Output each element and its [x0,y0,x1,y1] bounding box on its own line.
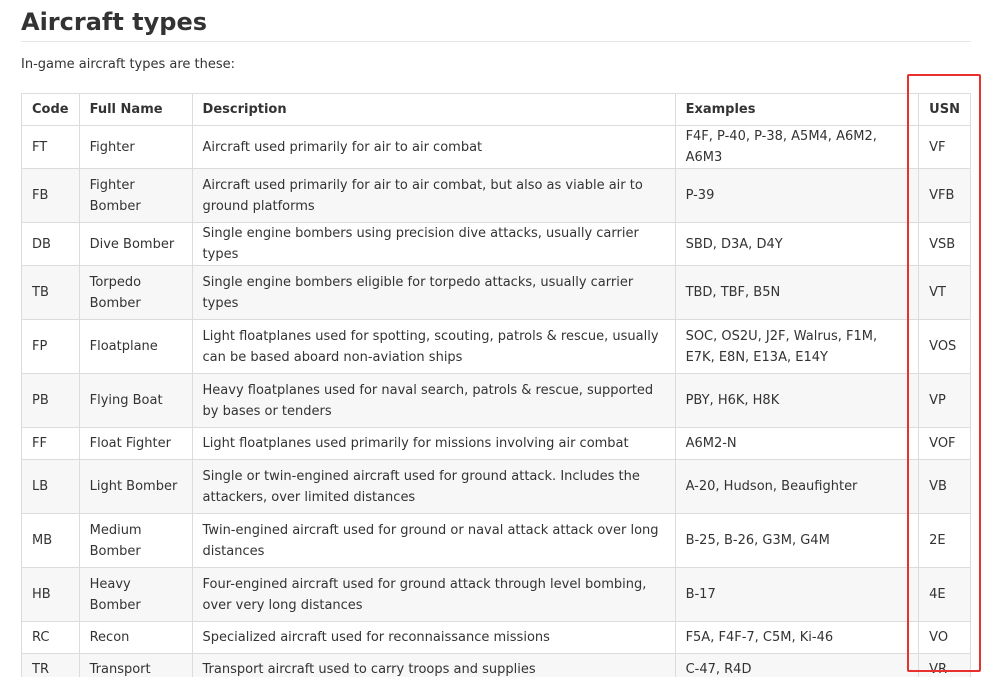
title-divider [21,41,971,42]
cell-examples: A-20, Hudson, Beaufighter [675,460,919,514]
header-description: Description [192,94,675,126]
cell-full-name: Flying Boat [79,374,192,428]
cell-full-name: Fighter [79,126,192,169]
cell-full-name: Light Bomber [79,460,192,514]
cell-usn: VO [919,622,971,654]
cell-examples: SBD, D3A, D4Y [675,223,919,266]
aircraft-types-table [21,93,971,677]
cell-full-name: Transport [79,654,192,677]
cell-code: PB [22,374,80,428]
cell-examples: C-47, R4D [675,654,919,677]
cell-usn: VT [919,266,971,320]
cell-description: Heavy floatplanes used for naval search, patrols & rescue, supported by bases or tenders [192,374,675,428]
table-row [22,460,971,514]
cell-full-name: Dive Bomber [79,223,192,266]
intro-text: In-game aircraft types are these: [21,57,236,72]
table-row [22,169,971,223]
cell-code: TB [22,266,80,320]
table-row [22,266,971,320]
cell-full-name: Floatplane [79,320,192,374]
cell-code: FB [22,169,80,223]
cell-examples: P-39 [675,169,919,223]
cell-description: Light floatplanes used primarily for missions involving air combat [192,428,675,460]
table-row [22,223,971,266]
cell-usn: 4E [919,568,971,622]
cell-description: Single or twin-engined aircraft used for ground attack. Includes the attackers, over limited distances [192,460,675,514]
table-header-row [22,94,971,126]
table-row [22,622,971,654]
cell-full-name: Float Fighter [79,428,192,460]
cell-description: Four-engined aircraft used for ground attack through level bombing, over very long distances [192,568,675,622]
cell-full-name: Recon [79,622,192,654]
cell-code: FT [22,126,80,169]
cell-usn: VP [919,374,971,428]
cell-full-name: Medium Bomber [79,514,192,568]
cell-examples: PBY, H6K, H8K [675,374,919,428]
cell-description: Light floatplanes used for spotting, scouting, patrols & rescue, usually can be based aboard non-aviation ships [192,320,675,374]
cell-code: DB [22,223,80,266]
cell-examples: B-25, B-26, G3M, G4M [675,514,919,568]
page-title: Aircraft types [21,8,208,36]
cell-description: Single engine bombers eligible for torpedo attacks, usually carrier types [192,266,675,320]
cell-usn: VB [919,460,971,514]
cell-code: LB [22,460,80,514]
cell-description: Aircraft used primarily for air to air combat [192,126,675,169]
table-row [22,374,971,428]
cell-code: FF [22,428,80,460]
header-examples: Examples [675,94,919,126]
header-full-name: Full Name [79,94,192,126]
cell-full-name: Heavy Bomber [79,568,192,622]
cell-code: FP [22,320,80,374]
cell-description: Aircraft used primarily for air to air combat, but also as viable air to ground platforms [192,169,675,223]
cell-examples: F5A, F4F-7, C5M, Ki-46 [675,622,919,654]
cell-description: Transport aircraft used to carry troops and supplies [192,654,675,677]
cell-examples: A6M2-N [675,428,919,460]
cell-usn: 2E [919,514,971,568]
cell-description: Specialized aircraft used for reconnaissance missions [192,622,675,654]
header-usn: USN [919,94,971,126]
cell-usn: VSB [919,223,971,266]
cell-code: TR [22,654,80,677]
table-row [22,514,971,568]
table-row [22,320,971,374]
cell-examples: TBD, TBF, B5N [675,266,919,320]
table-row [22,126,971,169]
header-code: Code [22,94,80,126]
cell-full-name: Torpedo Bomber [79,266,192,320]
cell-description: Twin-engined aircraft used for ground or naval attack attack over long distances [192,514,675,568]
table-row [22,654,971,677]
cell-code: HB [22,568,80,622]
cell-usn: VOS [919,320,971,374]
cell-usn: VOF [919,428,971,460]
table-row [22,428,971,460]
cell-description: Single engine bombers using precision dive attacks, usually carrier types [192,223,675,266]
cell-examples: SOC, OS2U, J2F, Walrus, F1M, E7K, E8N, E13A, E14Y [675,320,919,374]
cell-examples: B-17 [675,568,919,622]
cell-code: MB [22,514,80,568]
cell-examples: F4F, P-40, P-38, A5M4, A6M2, A6M3 [675,126,919,169]
cell-code: RC [22,622,80,654]
cell-usn: VR [919,654,971,677]
cell-usn: VFB [919,169,971,223]
table-row [22,568,971,622]
cell-full-name: Fighter Bomber [79,169,192,223]
cell-usn: VF [919,126,971,169]
